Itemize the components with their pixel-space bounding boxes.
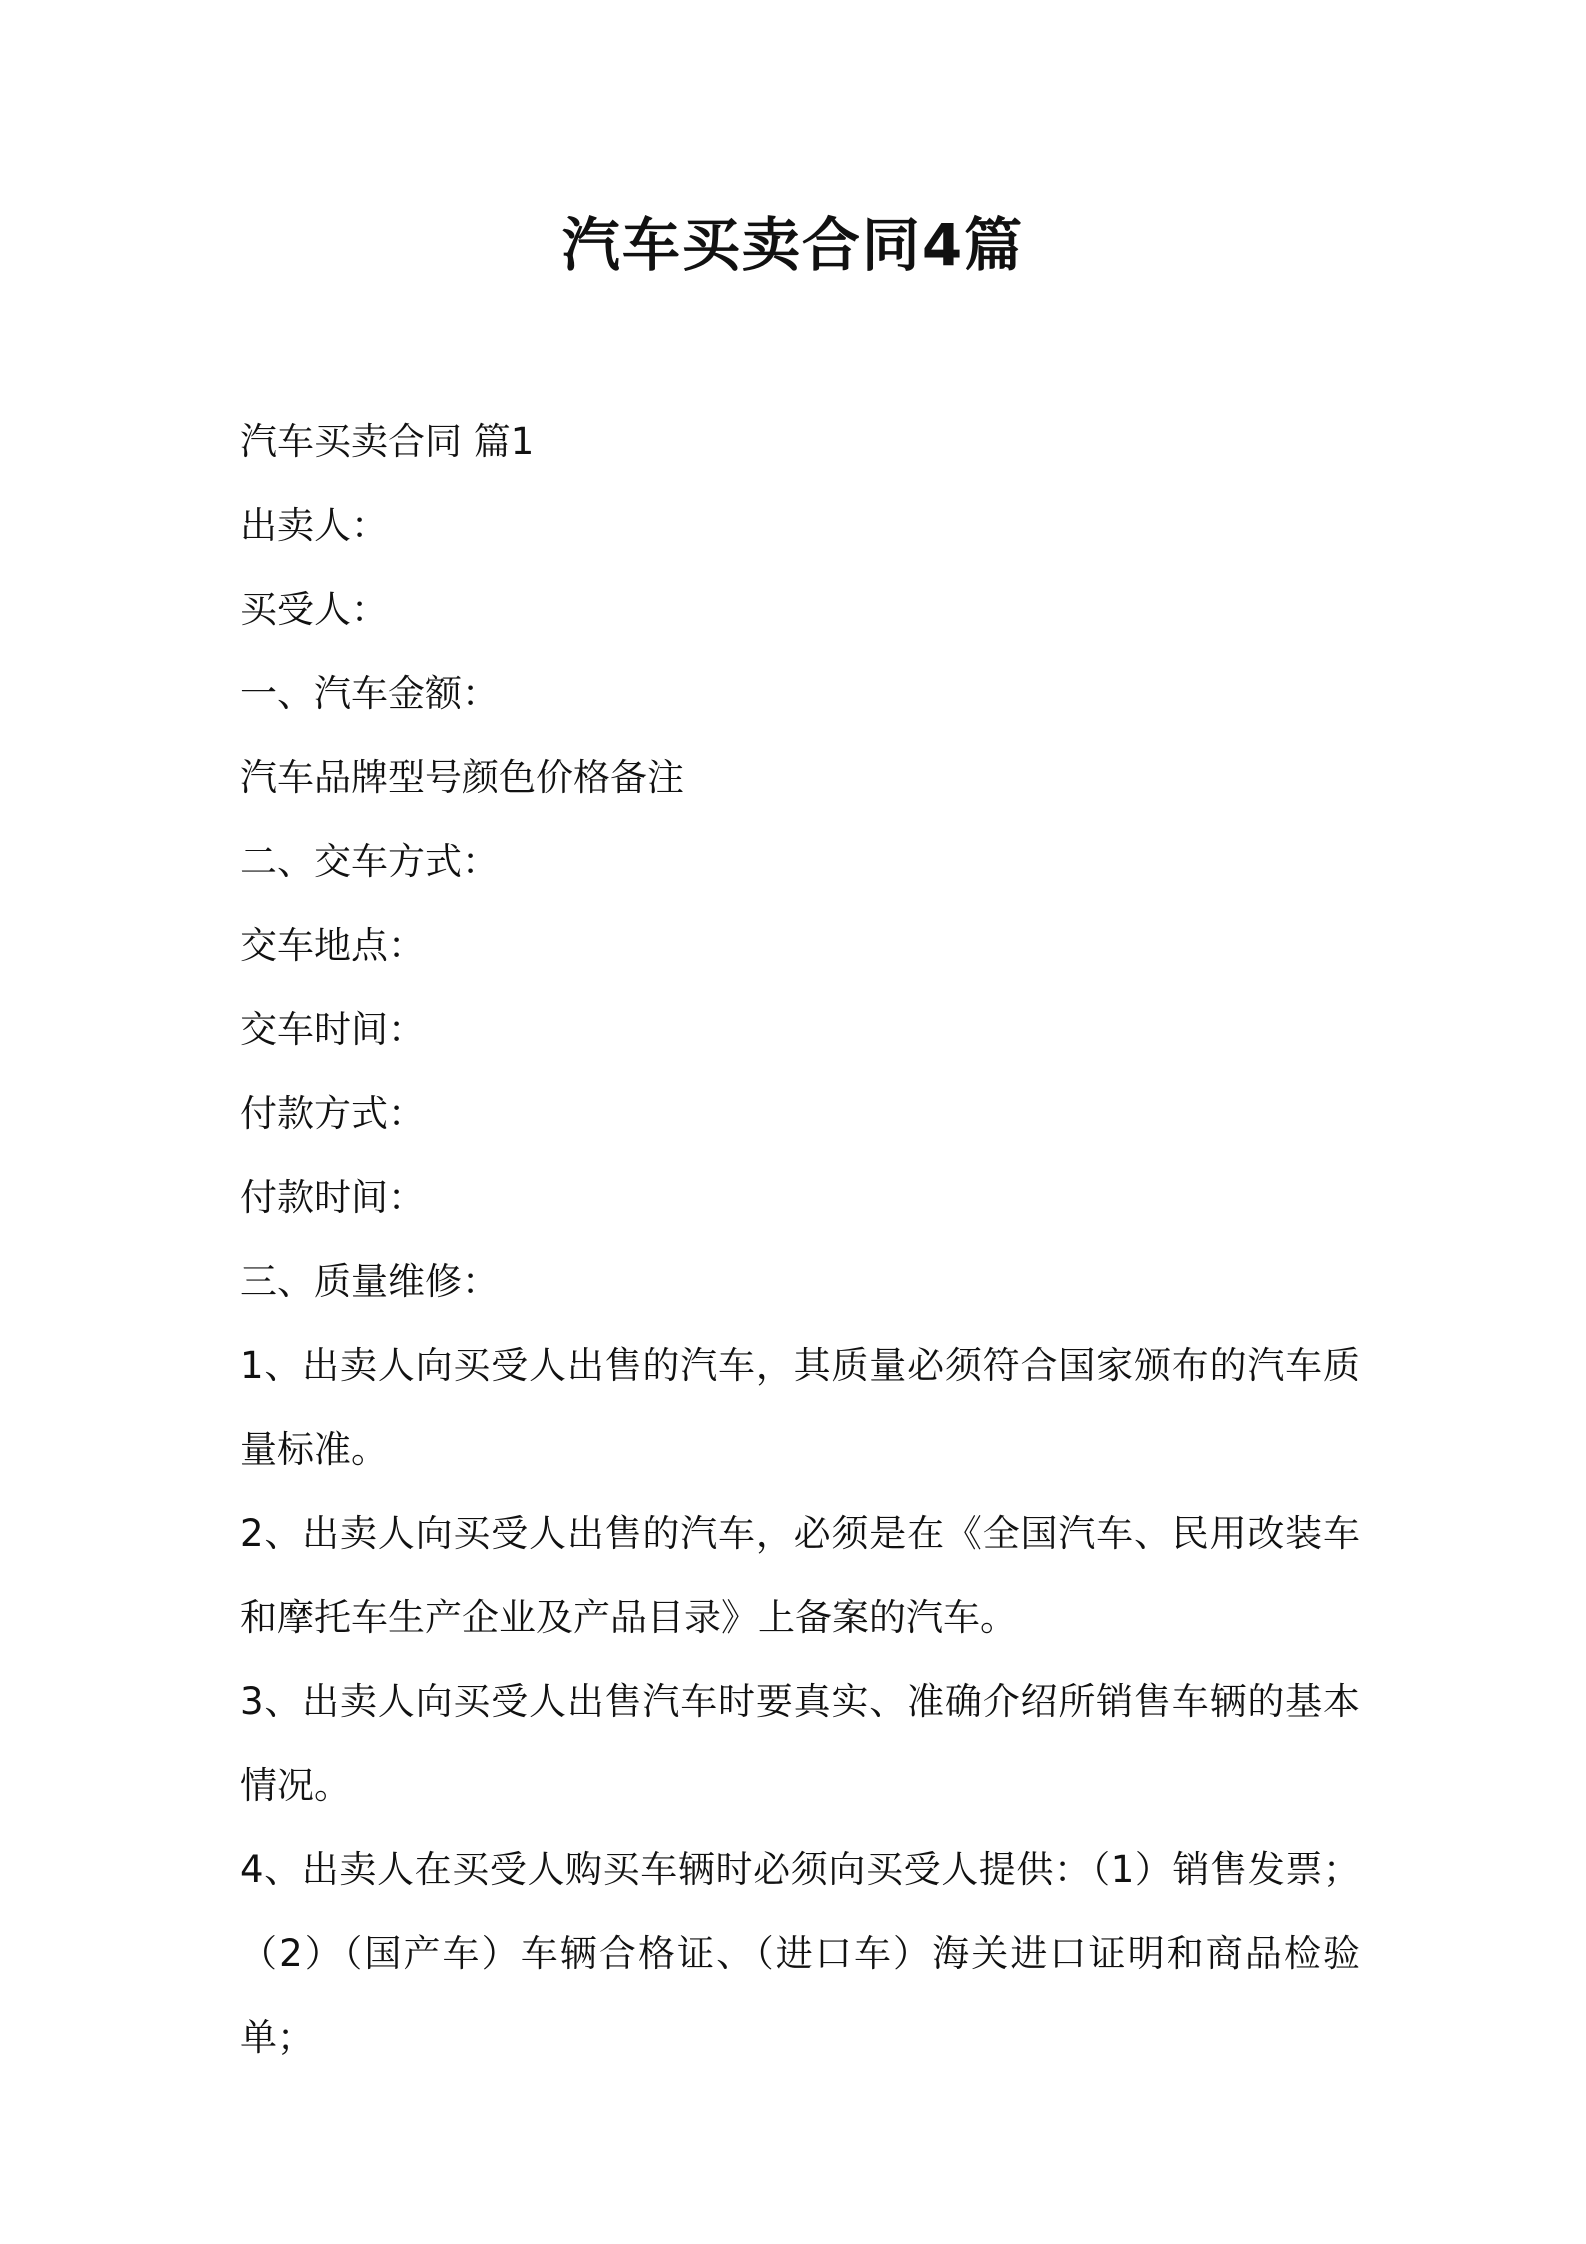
quality-clause-1: 1、出卖人向买受人出售的汽车，其质量必须符合国家颁布的汽车质量标准。	[240, 1344, 1360, 1471]
payment-time-field: 付款时间：	[240, 1176, 425, 1219]
payment-method-field: 付款方式：	[240, 1092, 425, 1135]
delivery-time-field: 交车时间：	[240, 1008, 425, 1051]
quality-clause-2: 2、出卖人向买受人出售的汽车，必须是在《全国汽车、民用改装车和摩托车生产企业及产品目录》上备案的汽车。	[240, 1512, 1360, 1639]
seller-field: 出卖人：	[240, 504, 388, 547]
delivery-location-field: 交车地点：	[240, 924, 425, 967]
vehicle-info-row: 汽车品牌型号颜色价格备注	[240, 756, 684, 799]
quality-clause-3: 3、出卖人向买受人出售汽车时要真实、准确介绍所销售车辆的基本情况。	[240, 1680, 1360, 1807]
buyer-field: 买受人：	[240, 588, 388, 631]
quality-clause-4: 4、出卖人在买受人购买车辆时必须向买受人提供：（1）销售发票；（2）（国产车）车辆合格证、（进口车）海关进口证明和商品检验单；	[240, 1848, 1360, 2059]
clause-heading-amount: 一、汽车金额：	[240, 672, 499, 715]
section-heading: 汽车买卖合同 篇1	[240, 420, 535, 463]
clause-heading-delivery: 二、交车方式：	[240, 840, 499, 883]
clause-heading-quality: 三、质量维修：	[240, 1260, 499, 1303]
document-title: 汽车买卖合同4篇	[561, 211, 1025, 279]
document-body	[240, 400, 1360, 2080]
